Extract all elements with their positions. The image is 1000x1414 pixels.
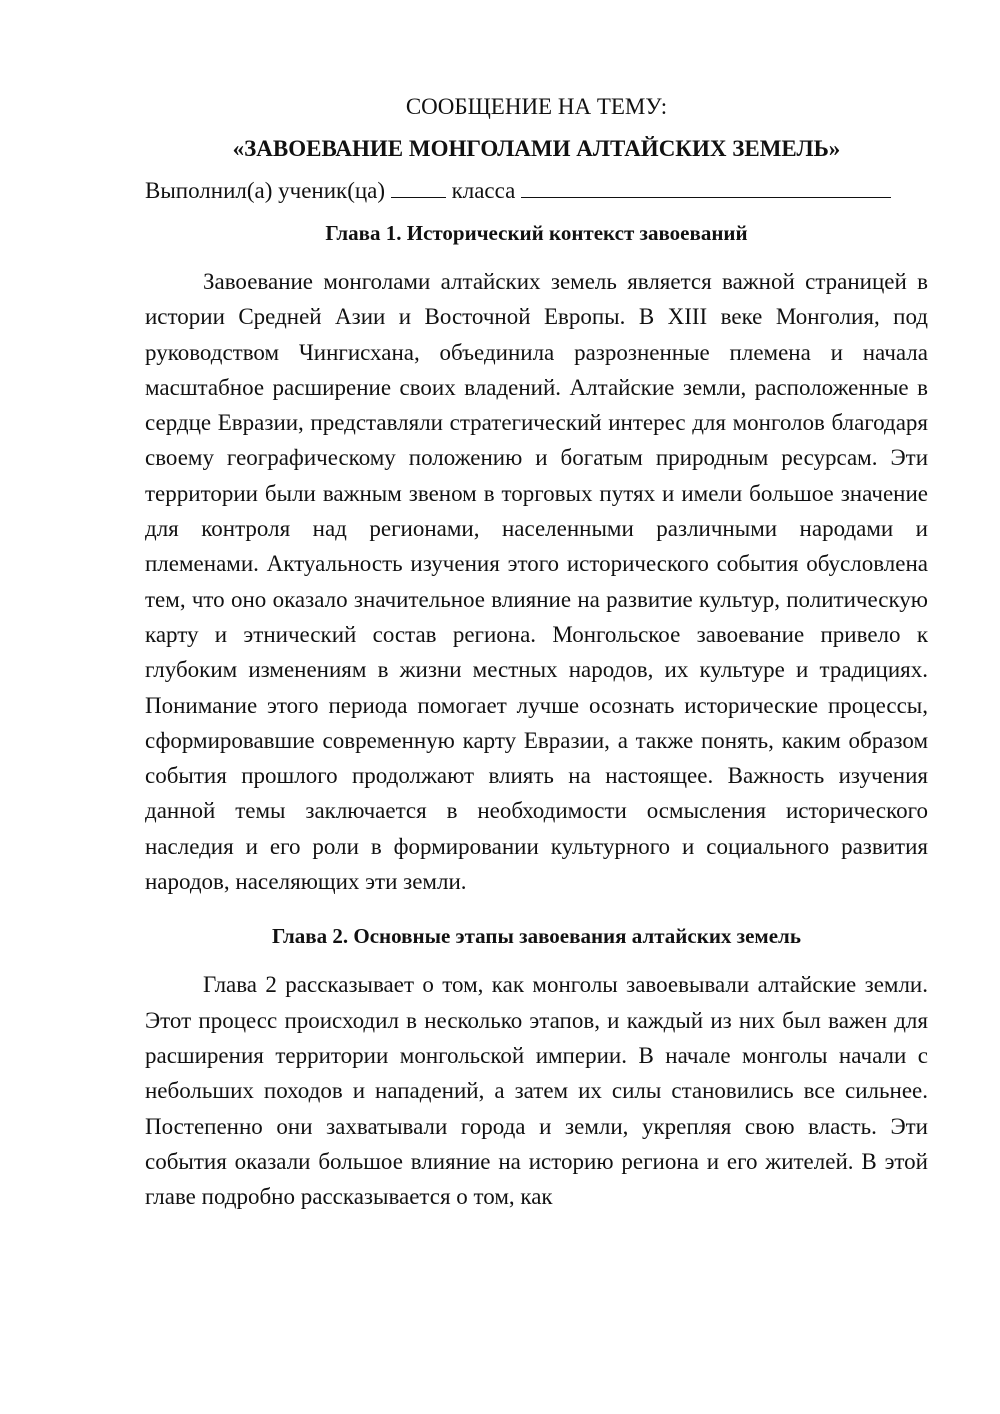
chapter-2-heading: Глава 2. Основные этапы завоевания алтайских земель (272, 924, 801, 949)
chapter-1-paragraph: Завоевание монголами алтайских земель является важной страницей в истории Средней Азии и Восточной Европы. В XIII веке Монголия, под руководством Чингисхана, объединила разрозненные племена и начала масштабное расширение своих владений. Алтайские земли, расположенные в сердце Евразии, представляли стратегический интерес для монголов благодаря своему географическому положению и богатым природным ресурсам. Эти территории были важным звеном в торговых путях и имели большое значение для контроля над регионами, населенными различными народами и племенами. Актуальность изучения этого исторического события обусловлена тем, что оно оказало значительное влияние на развитие культур, политическую карту и этнический состав региона. Монгольское завоевание привело к глубоким изменениям в жизни местных народов, их культуре и традициях. Понимание этого периода помогает лучше осознать исторические процессы, сформировавшие современную карту Евразии, а также понять, каким образом события прошлого продолжают влиять на настоящее. Важность изучения данной темы заключается в необходимости осмысления исторического наследия и его роли в формировании культурного и социального развития народов, населяющих эти земли. (145, 269, 928, 895)
document-page (145, 92, 928, 1214)
document-title-top: СООБЩЕНИЕ НА ТЕМУ: (405, 94, 668, 119)
grade-blank (391, 177, 446, 198)
author-line (145, 176, 928, 206)
chapter-1-heading: Глава 1. Исторический контекст завоеваний (325, 221, 748, 245)
document-title-main: «ЗАВОЕВАНИЕ МОНГОЛАМИ АЛТАЙСКИХ ЗЕМЕЛЬ» (232, 136, 841, 161)
author-prefix: Выполнил(а) ученик(ца) (145, 178, 386, 203)
name-blank (521, 177, 891, 198)
class-label: класса (451, 178, 516, 203)
chapter-2-paragraph: Глава 2 рассказывает о том, как монголы завоевывали алтайские земли. Этот процесс происходил в несколько этапов, и каждый из них был важен для расширения территории монгольской империи. В начале монголы начали с небольших походов и нападений, а затем их силы становились все сильнее. Постепенно они захватывали города и земли, укрепляя свою власть. Эти события оказали большое влияние на историю региона и его жителей. В этой главе подробно рассказывается о том, как (145, 972, 928, 1210)
